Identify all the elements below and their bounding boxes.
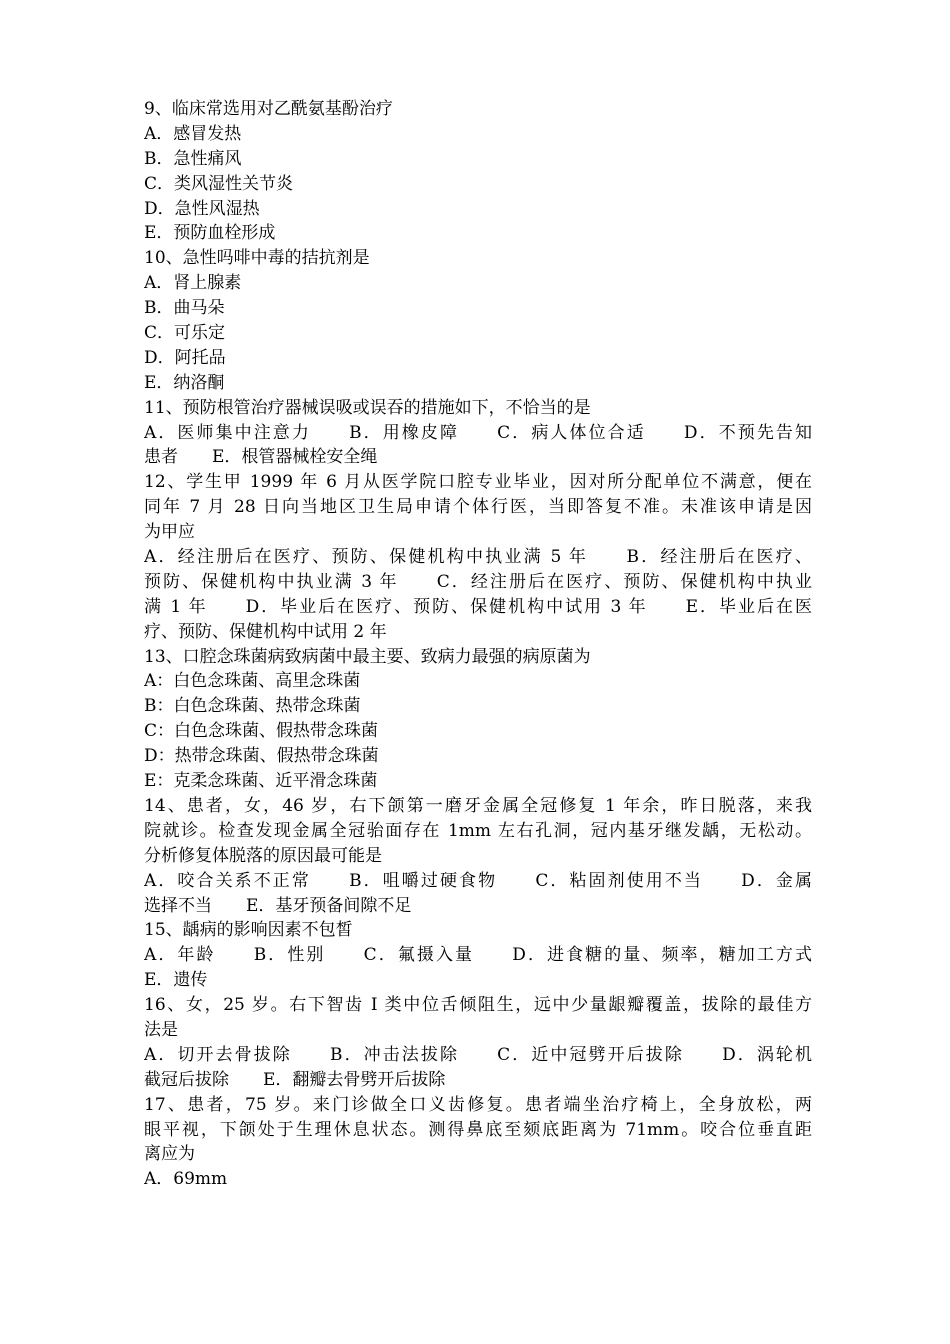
question-12-stem: 为甲应 [144, 522, 195, 543]
option-line: B．急性痛风 [144, 148, 242, 169]
option-line: A．69mm [144, 1169, 228, 1190]
question-16-stem: 16、女，25 岁。右下智齿 I 类中位舌倾阻生，远中少量龈瓣覆盖，拔除的最佳方 [144, 995, 812, 1016]
options-line: A．切开去骨拔除 B．冲击法拔除 C．近中冠劈开后拔除 D．涡轮机 [144, 1044, 812, 1065]
options-line: A．经注册后在医疗、预防、保健机构中执业满 5 年 B．经注册后在医疗、 [144, 547, 812, 568]
question-10-stem: 10、急性吗啡中毒的拮抗剂是 [144, 248, 370, 269]
options-line: 疗、预防、保健机构中试用 2 年 [144, 621, 387, 642]
options-line: A．年龄 B．性别 C．氟摄入量 D．进食糖的量、频率，糖加工方式 [144, 945, 812, 966]
question-17-stem: 离应为 [144, 1144, 195, 1165]
option-line: A．感冒发热 [144, 123, 242, 144]
question-17-stem: 眼平视，下颌处于生理休息状态。测得鼻底至颏底距离为 71mm。咬合位垂直距 [144, 1119, 812, 1140]
option-line: A．肾上腺素 [144, 273, 242, 294]
option-line: D：热带念珠菌、假热带念珠菌 [144, 746, 379, 767]
option-line: E．预防血栓形成 [144, 223, 276, 244]
option-line: D．阿托品 [144, 347, 226, 368]
option-line: D．急性风湿热 [144, 198, 260, 219]
option-line: C．类风湿性关节炎 [144, 173, 294, 194]
question-13-stem: 13、口腔念珠菌病致病菌中最主要、致病力最强的病原菌为 [144, 646, 591, 667]
document-body [144, 97, 812, 1192]
option-line: A：白色念珠菌、高里念珠菌 [144, 671, 361, 692]
options-line: E．遗传 [144, 970, 208, 991]
question-14-stem: 14、患者，女，46 岁，右下颌第一磨牙金属全冠修复 1 年余，昨日脱落，来我 [144, 795, 812, 816]
options-line: A．医师集中注意力 B．用橡皮障 C．病人体位合适 D．不预先告知 [144, 422, 812, 443]
options-line: 满 1 年 D．毕业后在医疗、预防、保健机构中试用 3 年 E．毕业后在医 [144, 596, 812, 617]
question-16-stem: 法是 [144, 1019, 178, 1040]
option-line: C：白色念珠菌、假热带念珠菌 [144, 721, 379, 742]
options-line: 截冠后拔除 E．翻瓣去骨劈开后拔除 [144, 1069, 446, 1090]
options-line: A．咬合关系不正常 B．咀嚼过硬食物 C．粘固剂使用不当 D．金属 [144, 870, 812, 891]
question-12-stem: 12、学生甲 1999 年 6 月从医学院口腔专业毕业，因对所分配单位不满意，便在 [144, 472, 812, 493]
options-line: 患者 E．根管器械栓安全绳 [144, 447, 378, 468]
option-line: E：克柔念珠菌、近平滑念珠菌 [144, 771, 378, 792]
question-14-stem: 院就诊。检查发现金属全冠骀面存在 1mm 左右孔洞，冠内基牙继发龋，无松动。 [144, 820, 812, 841]
question-14-stem: 分析修复体脱落的原因最可能是 [144, 845, 382, 866]
question-17-stem: 17、患者，75 岁。来门诊做全口义齿修复。患者端坐治疗椅上，全身放松，两 [144, 1094, 812, 1115]
question-15-stem: 15、龋病的影响因素不包皙 [144, 920, 353, 941]
question-12-stem: 同年 7 月 28 日向当地区卫生局申请个体行医，当即答复不准。未准该申请是因 [144, 497, 812, 518]
question-11-stem: 11、预防根管治疗器械误吸或误吞的措施如下，不恰当的是 [144, 397, 591, 418]
option-line: E．纳洛酮 [144, 372, 225, 393]
option-line: B：白色念珠菌、热带念珠菌 [144, 696, 361, 717]
options-line: 选择不当 E．基牙预备间隙不足 [144, 895, 412, 916]
options-line: 预防、保健机构中执业满 3 年 C．经注册后在医疗、预防、保健机构中执业 [144, 571, 812, 592]
question-9-stem: 9、临床常选用对乙酰氨基酚治疗 [144, 99, 393, 119]
option-line: B．曲马朵 [144, 298, 225, 319]
option-line: C．可乐定 [144, 323, 226, 344]
